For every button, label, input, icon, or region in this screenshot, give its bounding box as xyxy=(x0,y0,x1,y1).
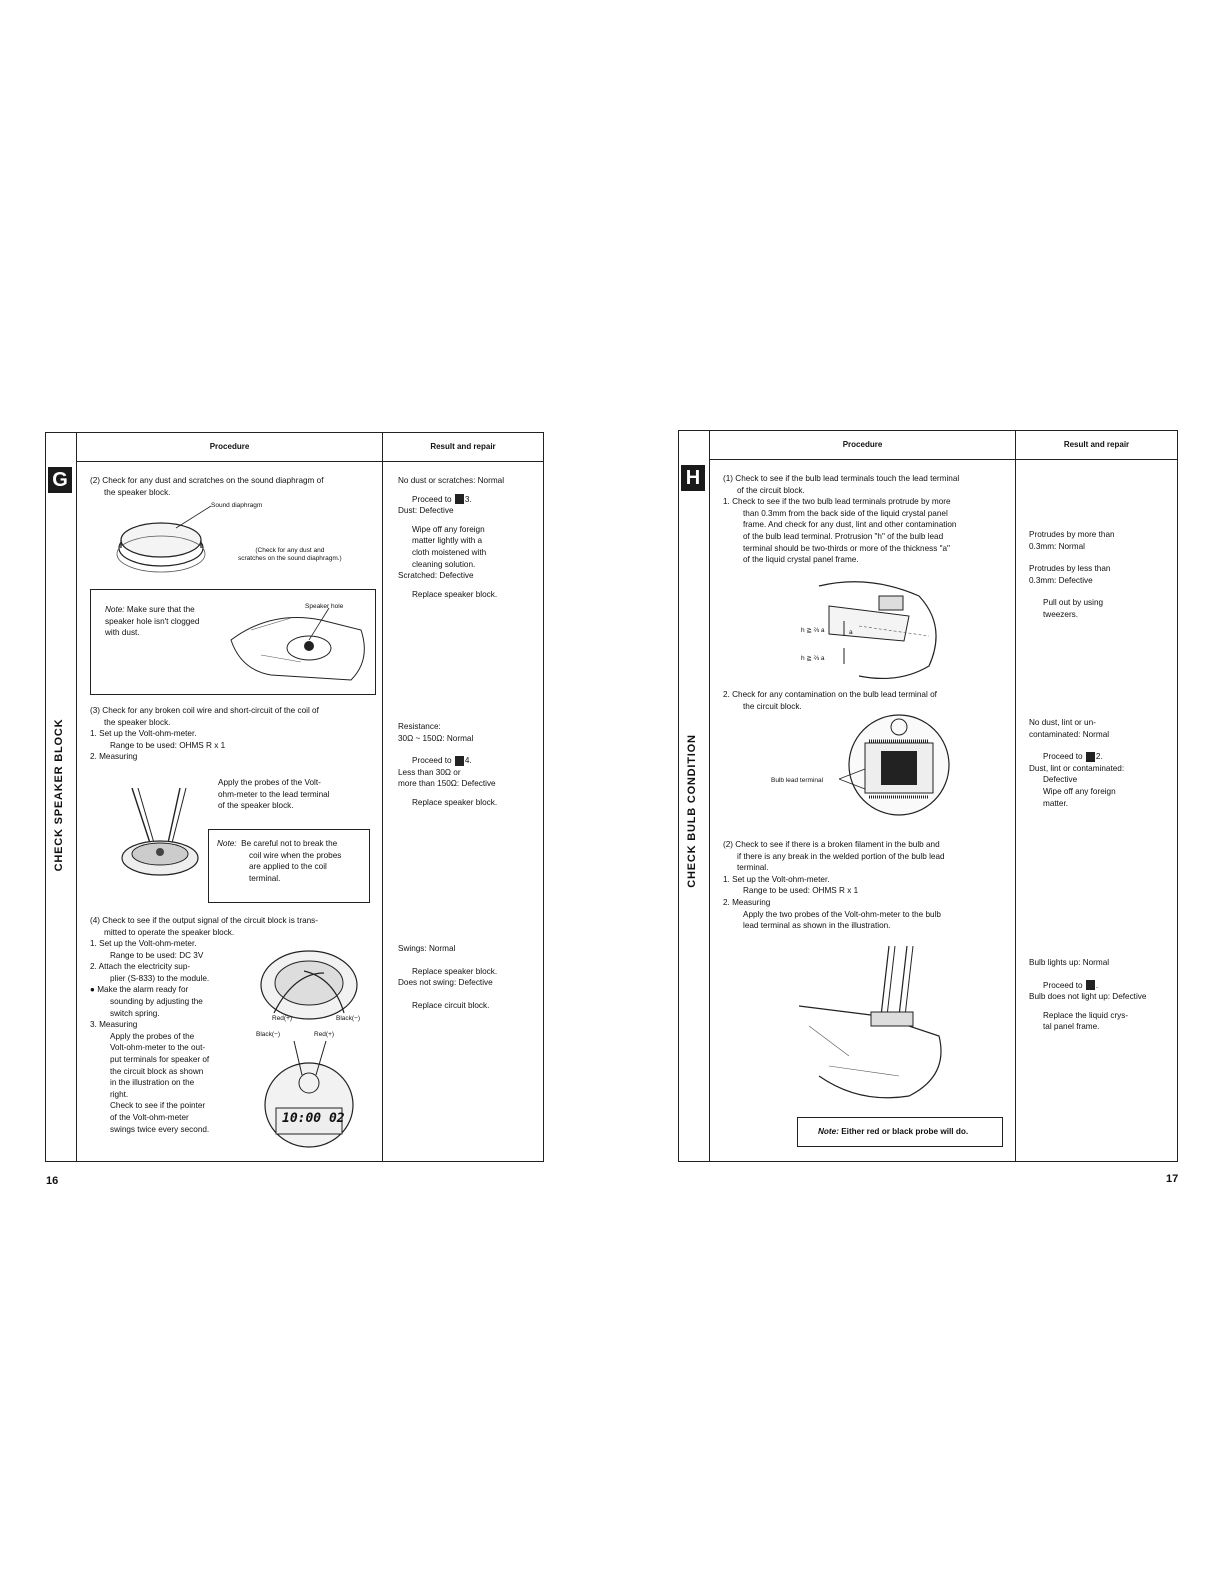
speaker-hole-label: Speaker hole xyxy=(305,603,344,610)
speaker-hole-illustration xyxy=(231,600,371,690)
step4-steps: 1. Set up the Volt-ohm-meter. Range to be used: DC 3V 2. Attach the electricity sup- plier (S-833) to the module. ● Make the alarm ready for sounding by adjusting the switch spring. 3. Measuring Apply the probes of the Volt-ohm-meter to the out- put terminals for speaker of the circuit block as shown in the illustration on the right. Check to see if the pointer of the Volt-ohm-meter swings twice every second. xyxy=(90,939,210,1134)
right-header-procedure: Procedure xyxy=(710,431,1015,460)
sound-diaphragm-illustration xyxy=(116,498,316,588)
right-page xyxy=(678,430,1178,1162)
left-page-number: 16 xyxy=(46,1175,59,1187)
speaker-hole-note-box: Note: Make sure that the speaker hole isn't clogged with dust. Speaker hole xyxy=(90,589,376,695)
left-side-tab xyxy=(46,433,77,1161)
bulb-step1-text: (1) Check to see if the bulb lead terminals touch the lead terminal of the circuit block. 1. Check to see if the two bulb lead terminals protrude by more than 0.3mm from the back side of the liquid crystal panel frame. And check for any dust, lint and other contamination of the bulb lead terminal. Protrusion "h" of the bulb lead terminal should be two-thirds or more of the thickness "a" of the liquid crystal panel frame. xyxy=(723,474,960,565)
step4-result: Swings: Normal Replace speaker block. Does not swing: Defective Replace circuit block. xyxy=(398,944,498,1010)
protrusion-formula-1: h ≧ ⅔ a xyxy=(801,627,825,634)
label-black-minus-1: Black(−) xyxy=(336,1015,361,1022)
chip-icon xyxy=(455,756,464,766)
step3-text: (3) Check for any broken coil wire and short-circuit of the coil of the speaker block. 1. Set up the Volt-ohm-meter. Range to be used: OHMS R x 1 2. Measuring xyxy=(90,706,319,762)
chip-icon xyxy=(455,494,464,504)
bulb-step1-2-result: No dust, lint or un- contaminated: Normal Proceed to 2. Dust, lint or contaminated: Defective Wipe off any foreign matter. xyxy=(1029,718,1125,808)
diaphragm-caption: (Check for any dust and scratches on the sound diaphragm.) xyxy=(238,547,342,562)
step2-result: No dust or scratches: Normal Proceed to 3. Dust: Defective Wipe off any foreign matter lightly with a cloth moistened with cleaning solution. Scratched: Defective Replace speaker block. xyxy=(398,476,505,599)
right-header-result: Result and repair xyxy=(1016,431,1177,460)
label-black-minus-2: Black(−) xyxy=(256,1031,281,1038)
left-header-procedure: Procedure xyxy=(77,433,382,462)
right-column-divider xyxy=(1015,431,1016,1161)
left-column-divider xyxy=(382,433,383,1161)
left-header-result: Result and repair xyxy=(383,433,543,462)
sound-diaphragm-label: Sound diaphragm xyxy=(211,502,263,509)
left-page xyxy=(45,432,544,1162)
bulb-step1-result: Protrudes by more than 0.3mm: Normal Protrudes by less than 0.3mm: Defective Pull out by using tweezers. xyxy=(1029,530,1115,619)
section-badge-h: H xyxy=(681,465,705,491)
right-page-number: 17 xyxy=(1166,1173,1179,1185)
bulb-probe-illustration xyxy=(789,946,959,1106)
step2-text: (2) Check for any dust and scratches on the sound diaphragm of the speaker block. xyxy=(90,476,324,497)
step3-apply-text: Apply the probes of the Volt- ohm-meter to the lead terminal of the speaker block. xyxy=(218,778,330,811)
right-side-tab xyxy=(679,431,710,1161)
step3-result: Resistance: 30Ω ~ 150Ω: Normal Proceed to 4. Less than 30Ω or more than 150Ω: Defective Replace speaker block. xyxy=(398,722,498,807)
label-red-plus-1: Red(+) xyxy=(272,1015,293,1022)
bulb-label-pointer xyxy=(839,767,869,791)
coil-note-box: Note: Be careful not to break the coil wire when the probes are applied to the coil terminal. xyxy=(208,829,370,903)
left-section-title: CHECK SPEAKER BLOCK xyxy=(53,718,65,872)
bulb-step2-text: (2) Check to see if there is a broken filament in the bulb and if there is any break in the welded portion of the bulb lead terminal. 1. Set up the Volt-ohm-meter. Range to be used: OHMS R x 1 2. Measuring Apply the two probes of the Volt-ohm-meter to the bulb lead terminal as shown in the illustration. xyxy=(723,840,945,931)
bulb-step1-2-text: 2. Check for any contamination on the bulb lead terminal of the circuit block. xyxy=(723,690,937,711)
circuit-block-illustration xyxy=(847,713,952,818)
right-section-title: CHECK BULB CONDITION xyxy=(686,734,698,888)
chip-icon xyxy=(1086,980,1095,990)
protrusion-formula-2: h ≧ ⅔ a xyxy=(801,655,825,662)
chip-icon xyxy=(1086,752,1095,762)
step4-text: (4) Check to see if the output signal of the circuit block is trans- mitted to operate the speaker block. xyxy=(90,916,318,937)
bulb-step2-result: Bulb lights up: Normal Proceed to . Bulb does not light up: Defective Replace the liquid crys- tal panel frame. xyxy=(1029,958,1147,1032)
coil-probe-illustration xyxy=(120,788,210,888)
label-red-plus-2: Red(+) xyxy=(314,1031,335,1038)
section-badge-g: G xyxy=(48,467,72,493)
bulb-lead-terminal-label: Bulb lead terminal xyxy=(771,777,824,784)
probe-note-box: Note: Either red or black probe will do. xyxy=(797,1117,1003,1147)
lcd-readout: 10:00 02 xyxy=(282,1111,345,1126)
thickness-label: a xyxy=(849,629,853,636)
